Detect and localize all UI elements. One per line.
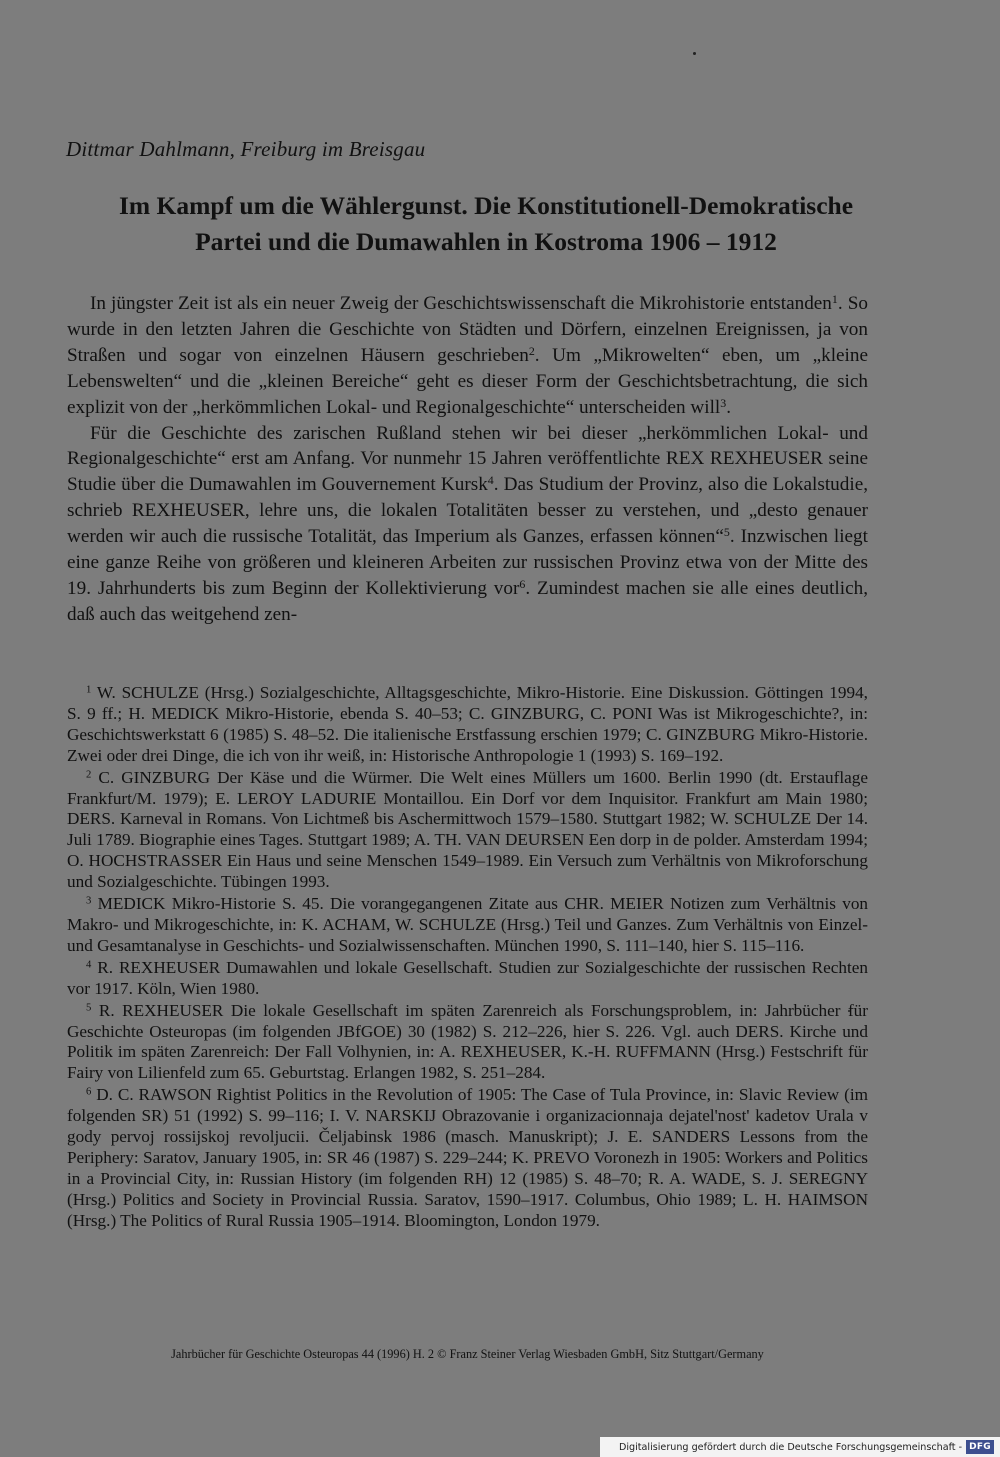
footnote-ref[interactable]: 3 bbox=[720, 395, 727, 410]
dfg-notice: Digitalisierung gefördert durch die Deutsche Forschungsgemeinschaft - bbox=[618, 1441, 963, 1453]
dfg-banner[interactable] bbox=[600, 1437, 1000, 1457]
footnote-number: 4 bbox=[86, 959, 92, 971]
footnote: $^3$ MEDICK Mikro-Historie S. 45. Die vorangegangenen Zitate aus CHR. MEIER Notizen zum Verhältnis von Makro- und Mikrogeschichte, in: K. ACHAM, W. SCHULZE (Hrsg.) Teil und Ganzes. Zum Verhältnis von Einzel- und Gesamtanalyse in Geschichts- und Sozialwissenschaften. München 1990, S. 111–140, hier S. 115–116. bbox=[67, 894, 869, 955]
scan-speck bbox=[693, 52, 696, 55]
paragraph: In jüngster Zeit ist als ein neuer Zweig der Geschichtswissenschaft die Mikrohistorie entstanden$^1$. So wurde in den letzten Jahren die Geschichte von Städten und Dörfern, einzelnen Ereignissen, ja von Straßen und sogar von einzelnen Häusern geschrieben$^2$. Um „Mikrowelten“ eben, um „kleine Lebenswelten“ und die „kleinen Bereiche“ geht es dieser Form der Geschichtsbetrachtung, die sich explizit von der „herkömmlichen Lokal- und Regionalgeschichte“ unterscheiden will$^3$. bbox=[67, 292, 868, 418]
footnote-ref[interactable]: 6 bbox=[519, 577, 526, 592]
footnote: $^4$ R. REXHEUSER Dumawahlen und lokale Gesellschaft. Studien zur Sozialgeschichte der russischen Rechten vor 1917. Köln, Wien 1980. bbox=[67, 957, 868, 998]
footnote-number: 6 bbox=[86, 1086, 92, 1098]
footnote-ref[interactable]: 1 bbox=[831, 292, 838, 307]
author-line: Dittmar Dahlmann, Freiburg im Breisgau bbox=[66, 137, 426, 161]
footnote: $^6$ D. C. RAWSON Rightist Politics in the Revolution of 1905: The Case of Tula Province, in: Slavic Review (im folgenden SR) 51 (1992) S. 99–116; I. V. NARSKIJ Obrazovanie i organizacionnaja dejatel'nost' kadetov Urala v gody pervoj rossijskoj revoljucii. Čeljabinsk 1986 (masch. Manuskript); J. E. SANDERS Lessons from the Periphery: Saratov, January 1905, in: SR 46 (1987) S. 229–244; K. PREVO Voronezh in 1905: Workers and Politics in a Provincial City, in: Russian History (im folgenden RH) 12 (1985) S. 48–70; R. A. WADE, S. J. SEREGNY (Hrsg.) Politics and Society in Provincial Russia. Saratov, 1590–1917. Columbus, Ohio 1989; L. H. HAIMSON (Hrsg.) The Politics of Rural Russia 1905–1914. Bloomington, London 1979. bbox=[67, 1085, 869, 1230]
footnote-number: 1 bbox=[86, 684, 92, 696]
title-line: Partei und die Dumawahlen in Kostroma 1906 – 1912 bbox=[195, 227, 777, 256]
footnotes bbox=[67, 683, 868, 1233]
footnote-number: 2 bbox=[86, 769, 92, 781]
dfg-logo[interactable]: DFG bbox=[966, 1440, 994, 1454]
article-title bbox=[60, 188, 912, 260]
footnote: $^2$ C. GINZBURG Der Käse und die Würmer. Die Welt eines Müllers um 1600. Berlin 1990 (dt. Erstauflage Frankfurt/M. 1979); E. LEROY LADURIE Montaillou. Ein Dorf vor dem Inquisitor. Frankfurt am Main 1980; DERS. Karneval in Romans. Von Lichtmeß bis Aschermittwoch 1579–1580. Stuttgart 1982; W. SCHULZE Der 14. Juli 1789. Biographie eines Tages. Stuttgart 1989; A. TH. VAN DEURSEN Een dorp in de polder. Amsterdam 1994; O. HOCHSTRASSER Ein Haus und seine Menschen 1549–1989. Ein Versuch zum Verhältnis von Mikroforschung und Sozialgeschichte. Tübingen 1993. bbox=[67, 767, 868, 892]
journal-footer: Jahrbücher für Geschichte Osteuropas 44 (1996) H. 2 © Franz Steiner Verlag Wiesbaden GmbH, Sitz Stuttgart/Germany bbox=[171, 1347, 764, 1361]
footnote-number: 5 bbox=[86, 1002, 92, 1014]
body-text bbox=[67, 291, 868, 628]
footnote-ref[interactable]: 5 bbox=[723, 525, 730, 540]
footnote-ref[interactable]: 2 bbox=[528, 343, 535, 358]
paragraph: Für die Geschichte des zarischen Rußland stehen wir bei dieser „herkömmlichen Lokal- und Regionalgeschichte“ erst am Anfang. Vor nunmehr 15 Jahren veröffentlichte REX REXHEUSER seine Studie über die Dumawahlen im Gouvernement Kursk$^4$. Das Studium der Provinz, also die Lokalstudie, schrieb REXHEUSER, lehre uns, die lokalen Totalitäten besser zu verstehen, und „desto genauer werden wir auch die russische Totalität, das Imperium als Ganzes, erfassen können“$^5$. Inzwischen liegt eine ganze Reihe von größeren und kleineren Arbeiten zur russischen Provinz etwa von der Mitte des 19. Jahrhunderts bis zum Beginn der Kollektivierung vor$^6$. Zumindest machen sie alle eines deutlich, daß auch das weitgehend zen- bbox=[67, 422, 869, 625]
footnote-ref[interactable]: 4 bbox=[487, 473, 494, 488]
footnote: $^5$ R. REXHEUSER Die lokale Gesellschaft im späten Zarenreich als Forschungsproblem, in: Jahrbücher für Geschichte Osteuropas (im folgenden JBfGOE) 30 (1982) S. 212–226, hier S. 226. Vgl. auch DERS. Kirche und Politik im späten Zarenreich: Der Fall Volhynien, in: A. REXHEUSER, K.-H. RUFFMANN (Hrsg.) Festschrift für Fairy von Lilienfeld zum 65. Geburtstag. Erlangen 1982, S. 251–284. bbox=[67, 1000, 869, 1083]
title-line: Im Kampf um die Wählergunst. Die Konstitutionell-Demokratische bbox=[118, 191, 854, 220]
footnote-number: 3 bbox=[86, 895, 92, 907]
footnote: $^1$ W. SCHULZE (Hrsg.) Sozialgeschichte, Alltagsgeschichte, Mikro-Historie. Eine Diskussion. Göttingen 1994, S. 9 ff.; H. MEDICK Mikro-Historie, ebenda S. 40–53; C. GINZBURG, C. PONI Was ist Mikrogeschichte?, in: Geschichtswerkstatt 6 (1985) S. 48–52. Die italienische Erstfassung erschien 1979; C. GINZBURG Mikro-Historie. Zwei oder drei Dinge, die ich von ihr weiß, in: Historische Anthropologie 1 (1993) S. 169–192. bbox=[67, 683, 868, 765]
